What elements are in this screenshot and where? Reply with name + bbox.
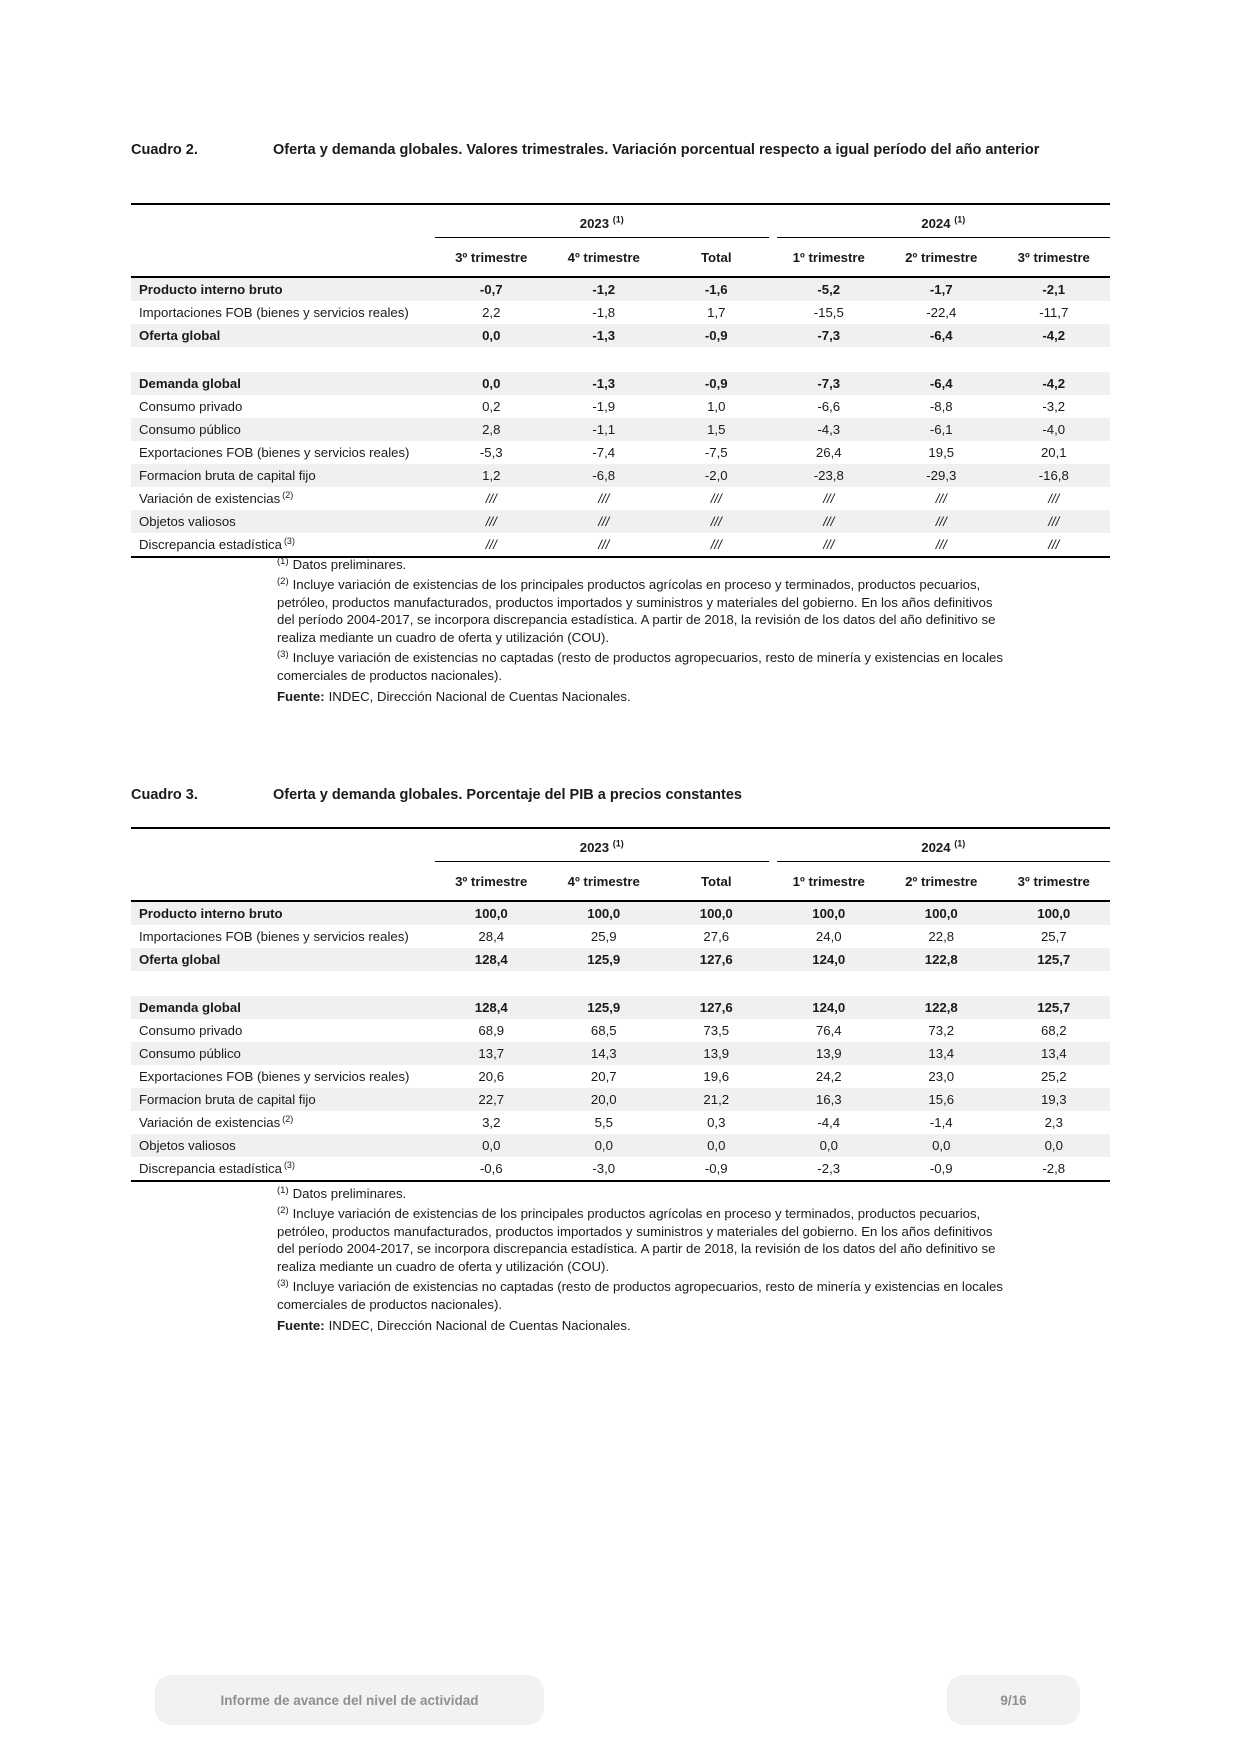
row-label-text: Importaciones FOB (bienes y servicios reales) — [139, 929, 409, 944]
cell-value: 68,5 — [590, 1023, 617, 1038]
cell-value: -1,6 — [660, 277, 773, 301]
cell-value: 2,8 — [435, 418, 548, 441]
cell-value: 2,2 — [482, 305, 501, 320]
cell-value: 27,6 — [703, 929, 730, 944]
column-header-row — [131, 862, 1110, 901]
year-group-2024 — [773, 204, 1111, 238]
spacer-cell — [131, 971, 1110, 996]
footnote-1-marker: (1) — [277, 555, 289, 567]
row-label — [131, 925, 435, 948]
cell-value: 0,0 — [435, 1134, 548, 1157]
cell-value: -7,3 — [773, 372, 886, 395]
cell-value: 23,0 — [928, 1069, 955, 1084]
cell-value: 20,7 — [590, 1069, 617, 1084]
column-header: 3º trimestre — [998, 238, 1111, 277]
cell-value: 0,0 — [998, 1134, 1111, 1157]
row-label-text: Formacion bruta de capital fijo — [139, 468, 316, 483]
cell-value: -2,1 — [998, 277, 1111, 301]
cell-value: -5,2 — [773, 277, 886, 301]
row-label-text: Exportaciones FOB (bienes y servicios reales) — [139, 445, 410, 460]
footnote-1-text: Datos preliminares. — [292, 557, 407, 572]
cell-value: 1,0 — [707, 399, 726, 414]
table-row — [131, 324, 1110, 347]
cell-value: -4,2 — [998, 372, 1111, 395]
source-line — [277, 688, 1013, 706]
cell-value: 73,2 — [928, 1023, 955, 1038]
cell-value: 0,3 — [707, 1115, 726, 1130]
cell-value: -2,8 — [1042, 1161, 1066, 1176]
table-title: Oferta y demanda globales. Valores trimestrales. Variación porcentual respecto a igual período del año anterior — [273, 142, 1040, 158]
cell-value: 68,2 — [1040, 1023, 1067, 1038]
cell-value: 5,5 — [594, 1115, 613, 1130]
cell-value: /// — [885, 510, 998, 533]
cell-value: -0,7 — [435, 277, 548, 301]
cell-value: 13,9 — [660, 1042, 773, 1065]
cell-value: -6,1 — [885, 418, 998, 441]
cell-value: 100,0 — [435, 901, 548, 925]
cell-value: 16,3 — [773, 1088, 886, 1111]
cell-value: 100,0 — [998, 901, 1111, 925]
row-label-text: Oferta global — [139, 952, 221, 967]
footnote-1-text: Datos preliminares. — [292, 1186, 407, 1201]
cuadro-2-heading — [131, 141, 1110, 160]
cell-value: /// — [1048, 491, 1060, 506]
cuadro-2-footnotes — [277, 556, 1013, 708]
cell-value: 100,0 — [548, 901, 661, 925]
cell-value: -6,4 — [885, 372, 998, 395]
table-row — [131, 901, 1110, 925]
row-label-text: Objetos valiosos — [139, 514, 236, 529]
column-header: 3º trimestre — [998, 862, 1111, 901]
cell-value: 25,9 — [590, 929, 617, 944]
cell-value: -1,2 — [548, 277, 661, 301]
cell-value: -22,4 — [926, 305, 957, 320]
cell-value: 15,6 — [885, 1088, 998, 1111]
cell-value: -7,3 — [773, 324, 886, 347]
column-header-row — [131, 238, 1110, 277]
footnote-3 — [277, 1278, 1013, 1313]
spacer-row — [131, 347, 1110, 372]
cell-value: 0,0 — [885, 1134, 998, 1157]
source-text: INDEC, Dirección Nacional de Cuentas Nacionales. — [328, 1318, 631, 1334]
cell-value: 3,2 — [482, 1115, 501, 1130]
cell-value: 73,5 — [703, 1023, 730, 1038]
column-header: Total — [660, 862, 773, 901]
cell-value: -0,9 — [660, 324, 773, 347]
column-header: 1º trimestre — [773, 238, 886, 277]
table-label: Cuadro 2. — [131, 142, 198, 158]
year-group-rule — [435, 209, 769, 238]
row-label — [131, 418, 435, 441]
cell-value: /// — [935, 537, 947, 552]
row-label — [131, 948, 435, 971]
cell-value: 25,2 — [1040, 1069, 1067, 1084]
cell-value: -3,2 — [1042, 399, 1066, 414]
cell-value: 100,0 — [885, 901, 998, 925]
table-row — [131, 1019, 1110, 1042]
table-title: Oferta y demanda globales. Porcentaje del PIB a precios constantes — [273, 787, 742, 803]
year-group-rule — [777, 209, 1111, 238]
cell-value: -6,8 — [548, 464, 661, 487]
column-header: 2º trimestre — [885, 238, 998, 277]
cell-value: /// — [710, 491, 722, 506]
footnote-2-marker: (2) — [277, 1204, 289, 1216]
cell-value: 125,7 — [998, 996, 1111, 1019]
cell-value: -16,8 — [998, 464, 1111, 487]
year-group-2023 — [435, 204, 773, 238]
table-row — [131, 395, 1110, 418]
row-label-text: Producto interno bruto — [139, 282, 283, 297]
spacer-row — [131, 971, 1110, 996]
cell-value: -1,3 — [548, 324, 661, 347]
row-label — [131, 1088, 435, 1111]
row-label-text: Demanda global — [139, 1000, 241, 1015]
cell-value: 128,4 — [435, 948, 548, 971]
table-row — [131, 277, 1110, 301]
footnote-2 — [277, 1205, 1013, 1275]
cell-value: 19,6 — [703, 1069, 730, 1084]
cell-value: 100,0 — [660, 901, 773, 925]
table-row — [131, 464, 1110, 487]
row-label — [131, 510, 435, 533]
table-row — [131, 1134, 1110, 1157]
row-label — [131, 372, 435, 395]
year-group-footnote-ref: (1) — [954, 838, 966, 849]
year-group-footnote-ref: (1) — [612, 838, 624, 849]
row-label-text: Discrepancia estadística — [139, 1161, 282, 1176]
cell-value: 13,4 — [998, 1042, 1111, 1065]
year-group-2023 — [435, 828, 773, 862]
cell-value: /// — [998, 510, 1111, 533]
cell-value: -4,0 — [998, 418, 1111, 441]
cell-value: 22,8 — [928, 929, 955, 944]
cell-value: 21,2 — [660, 1088, 773, 1111]
cell-value: 19,3 — [998, 1088, 1111, 1111]
cell-value: -0,9 — [704, 1161, 728, 1176]
cell-value: -1,4 — [929, 1115, 953, 1130]
cell-value: 26,4 — [815, 445, 842, 460]
cell-value: -1,1 — [548, 418, 661, 441]
year-group-row — [131, 204, 1110, 238]
cell-value: -23,8 — [773, 464, 886, 487]
row-label — [131, 277, 435, 301]
row-footnote-ref: (2) — [282, 1113, 294, 1124]
year-group-rule — [435, 833, 769, 862]
row-label-text: Objetos valiosos — [139, 1138, 236, 1153]
table-label: Cuadro 3. — [131, 787, 198, 803]
cell-value: /// — [598, 491, 610, 506]
cell-value: 1,7 — [707, 305, 726, 320]
row-label-text: Consumo privado — [139, 1023, 243, 1038]
page-indicator-pill — [947, 1675, 1080, 1725]
table-row — [131, 1157, 1110, 1181]
cell-value: -8,8 — [929, 399, 953, 414]
table-row — [131, 1065, 1110, 1088]
cell-value: 122,8 — [885, 996, 998, 1019]
cell-value: -3,0 — [592, 1161, 616, 1176]
row-label — [131, 1042, 435, 1065]
cell-value: 24,2 — [815, 1069, 842, 1084]
row-label — [131, 324, 435, 347]
cell-value: 124,0 — [773, 996, 886, 1019]
row-label-text: Importaciones FOB (bienes y servicios reales) — [139, 305, 409, 320]
row-label — [131, 395, 435, 418]
footnote-3-text: Incluye variación de existencias no captadas (resto de productos agropecuarios, resto de minería y existencias en locales comerciales de productos nacionales). — [277, 649, 1003, 683]
cell-value: -0,6 — [479, 1161, 503, 1176]
cell-value: 0,0 — [548, 1134, 661, 1157]
cell-value: 122,8 — [885, 948, 998, 971]
footnote-2-text: Incluye variación de existencias de los principales productos agrícolas en proceso y terminados, productos pecuarios, petróleo, productos manufacturados, productos importados y suministros y materiales del gobierno. En los años definitivos del período 2004-2017, se incorpora discrepancia estadística. A partir de 2018, la revisión de los datos del año definitivo se realiza mediante un cuadro de oferta y utilización (COU). — [277, 1206, 996, 1274]
row-label-text: Variación de existencias — [139, 1115, 281, 1130]
cell-value: /// — [773, 510, 886, 533]
cell-value: 0,0 — [435, 324, 548, 347]
row-label — [131, 1111, 435, 1134]
cell-value: /// — [485, 537, 497, 552]
footnote-2-marker: (2) — [277, 575, 289, 587]
cell-value: /// — [823, 537, 835, 552]
cell-value: 19,5 — [928, 445, 955, 460]
year-group-footnote-ref: (1) — [612, 214, 624, 225]
table-row — [131, 948, 1110, 971]
cuadro-2-table-wrap — [131, 203, 1110, 558]
row-label-text: Variación de existencias — [139, 491, 281, 506]
year-group-rule — [777, 833, 1111, 862]
page-indicator: 9/16 — [1000, 1692, 1027, 1708]
row-label — [131, 487, 435, 510]
row-label-text: Consumo público — [139, 1046, 241, 1061]
cell-value: -2,0 — [660, 464, 773, 487]
report-title-pill — [155, 1675, 544, 1725]
group-row-spacer — [131, 204, 435, 238]
row-label — [131, 996, 435, 1019]
year-group-label: 2024 — [921, 840, 951, 855]
row-label-text: Formacion bruta de capital fijo — [139, 1092, 316, 1107]
source-line — [277, 1317, 1013, 1335]
table-row — [131, 1042, 1110, 1065]
cell-value: 25,7 — [1040, 929, 1067, 944]
row-label-text: Oferta global — [139, 328, 221, 343]
table-row — [131, 487, 1110, 510]
cell-value: -4,4 — [817, 1115, 841, 1130]
cell-value: 100,0 — [773, 901, 886, 925]
cell-value: /// — [710, 537, 722, 552]
cell-value: 125,7 — [998, 948, 1111, 971]
cell-value: 0,0 — [660, 1134, 773, 1157]
table-row — [131, 1088, 1110, 1111]
cell-value: 1,2 — [435, 464, 548, 487]
cell-value: /// — [485, 491, 497, 506]
column-header: 3º trimestre — [435, 862, 548, 901]
row-label — [131, 1019, 435, 1042]
footnote-3-marker: (3) — [277, 1277, 289, 1289]
cell-value: /// — [1048, 537, 1060, 552]
cuadro-3-heading — [131, 786, 1110, 805]
footnote-2-text: Incluye variación de existencias de los principales productos agrícolas en proceso y terminados, productos pecuarios, petróleo, productos manufacturados, productos importados y suministros y materiales del gobierno. En los años definitivos del período 2004-2017, se incorpora discrepancia estadística. A partir de 2018, la revisión de los datos del año definitivo se realiza mediante un cuadro de oferta y utilización (COU). — [277, 577, 996, 645]
source-text: INDEC, Dirección Nacional de Cuentas Nacionales. — [328, 689, 631, 705]
cell-value: 0,2 — [482, 399, 501, 414]
column-header-spacer — [131, 238, 435, 277]
cell-value: 127,6 — [660, 948, 773, 971]
row-label-text: Discrepancia estadística — [139, 537, 282, 552]
table-row — [131, 372, 1110, 395]
cell-value: /// — [548, 510, 661, 533]
column-header-spacer — [131, 862, 435, 901]
cell-value: -4,3 — [773, 418, 886, 441]
cell-value: 14,3 — [548, 1042, 661, 1065]
column-header: 1º trimestre — [773, 862, 886, 901]
cell-value: -1,8 — [592, 305, 616, 320]
cell-value: 127,6 — [660, 996, 773, 1019]
cell-value: 24,0 — [815, 929, 842, 944]
column-header: 3º trimestre — [435, 238, 548, 277]
row-label — [131, 1134, 435, 1157]
cell-value: 125,9 — [548, 996, 661, 1019]
cell-value: -15,5 — [813, 305, 844, 320]
row-label — [131, 901, 435, 925]
cell-value: 128,4 — [435, 996, 548, 1019]
column-header: 4º trimestre — [548, 238, 661, 277]
cell-value: 13,4 — [885, 1042, 998, 1065]
table-row — [131, 1111, 1110, 1134]
footnote-1 — [277, 556, 1013, 574]
row-label-text: Consumo público — [139, 422, 241, 437]
column-header: Total — [660, 238, 773, 277]
table-row — [131, 996, 1110, 1019]
cuadro-3-table — [131, 827, 1110, 1182]
source-label: Fuente: — [277, 689, 325, 705]
year-group-label: 2023 — [579, 840, 610, 855]
cell-value: -0,9 — [929, 1161, 953, 1176]
group-row-spacer — [131, 828, 435, 862]
year-group-footnote-ref: (1) — [954, 214, 966, 225]
footnote-3-text: Incluye variación de existencias no captadas (resto de productos agropecuarios, resto de minería y existencias en locales comerciales de productos nacionales). — [277, 1278, 1003, 1312]
row-label-text: Demanda global — [139, 376, 241, 391]
row-label — [131, 1065, 435, 1088]
cell-value: -6,6 — [817, 399, 841, 414]
row-footnote-ref: (2) — [282, 489, 294, 500]
cell-value: 22,7 — [435, 1088, 548, 1111]
cell-value: -2,3 — [817, 1161, 841, 1176]
year-group-label: 2024 — [921, 216, 951, 231]
cell-value: -0,9 — [660, 372, 773, 395]
table-row — [131, 418, 1110, 441]
footnote-3-marker: (3) — [277, 648, 289, 660]
cell-value: -11,7 — [1039, 305, 1069, 320]
table-row — [131, 533, 1110, 557]
cell-value: 0,0 — [773, 1134, 886, 1157]
cell-value: /// — [935, 491, 947, 506]
cell-value: /// — [823, 491, 835, 506]
table-row — [131, 301, 1110, 324]
cell-value: 13,7 — [435, 1042, 548, 1065]
year-group-2024 — [773, 828, 1111, 862]
cell-value: 28,4 — [478, 929, 505, 944]
row-footnote-ref: (3) — [283, 535, 295, 546]
cuadro-3-footnotes — [277, 1185, 1013, 1337]
row-label — [131, 441, 435, 464]
year-group-row — [131, 828, 1110, 862]
row-label-text: Producto interno bruto — [139, 906, 283, 921]
cell-value: -29,3 — [885, 464, 998, 487]
row-label — [131, 301, 435, 324]
cell-value: -7,5 — [704, 445, 728, 460]
row-label — [131, 533, 435, 557]
cell-value: 1,5 — [660, 418, 773, 441]
row-label — [131, 1157, 435, 1181]
cell-value: 20,6 — [478, 1069, 505, 1084]
cell-value: 76,4 — [815, 1023, 842, 1038]
cell-value: -4,2 — [998, 324, 1111, 347]
cell-value: 20,1 — [1040, 445, 1067, 460]
table-row — [131, 441, 1110, 464]
row-label — [131, 464, 435, 487]
cuadro-3-table-wrap — [131, 827, 1110, 1182]
cell-value: -5,3 — [479, 445, 503, 460]
cell-value: 125,9 — [548, 948, 661, 971]
cell-value: /// — [435, 510, 548, 533]
cell-value: 2,3 — [1044, 1115, 1063, 1130]
column-header: 4º trimestre — [548, 862, 661, 901]
footnote-3 — [277, 649, 1013, 684]
cell-value: 13,9 — [773, 1042, 886, 1065]
cell-value: /// — [660, 510, 773, 533]
cell-value: -1,9 — [592, 399, 616, 414]
cell-value: -7,4 — [592, 445, 616, 460]
table-row — [131, 510, 1110, 533]
cell-value: 124,0 — [773, 948, 886, 971]
cell-value: /// — [598, 537, 610, 552]
cuadro-2-table — [131, 203, 1110, 558]
row-label-text: Exportaciones FOB (bienes y servicios reales) — [139, 1069, 410, 1084]
column-header: 2º trimestre — [885, 862, 998, 901]
row-footnote-ref: (3) — [283, 1159, 295, 1170]
source-label: Fuente: — [277, 1318, 325, 1334]
row-label-text: Consumo privado — [139, 399, 243, 414]
footnote-2 — [277, 576, 1013, 646]
footnote-1-marker: (1) — [277, 1184, 289, 1196]
cell-value: -1,3 — [548, 372, 661, 395]
spacer-cell — [131, 347, 1110, 372]
cell-value: 68,9 — [478, 1023, 505, 1038]
cell-value: -1,7 — [885, 277, 998, 301]
cell-value: 0,0 — [435, 372, 548, 395]
year-group-label: 2023 — [579, 216, 610, 231]
report-title: Informe de avance del nivel de actividad — [220, 1692, 479, 1708]
footnote-1 — [277, 1185, 1013, 1203]
table-row — [131, 925, 1110, 948]
cell-value: 20,0 — [548, 1088, 661, 1111]
cell-value: -6,4 — [885, 324, 998, 347]
